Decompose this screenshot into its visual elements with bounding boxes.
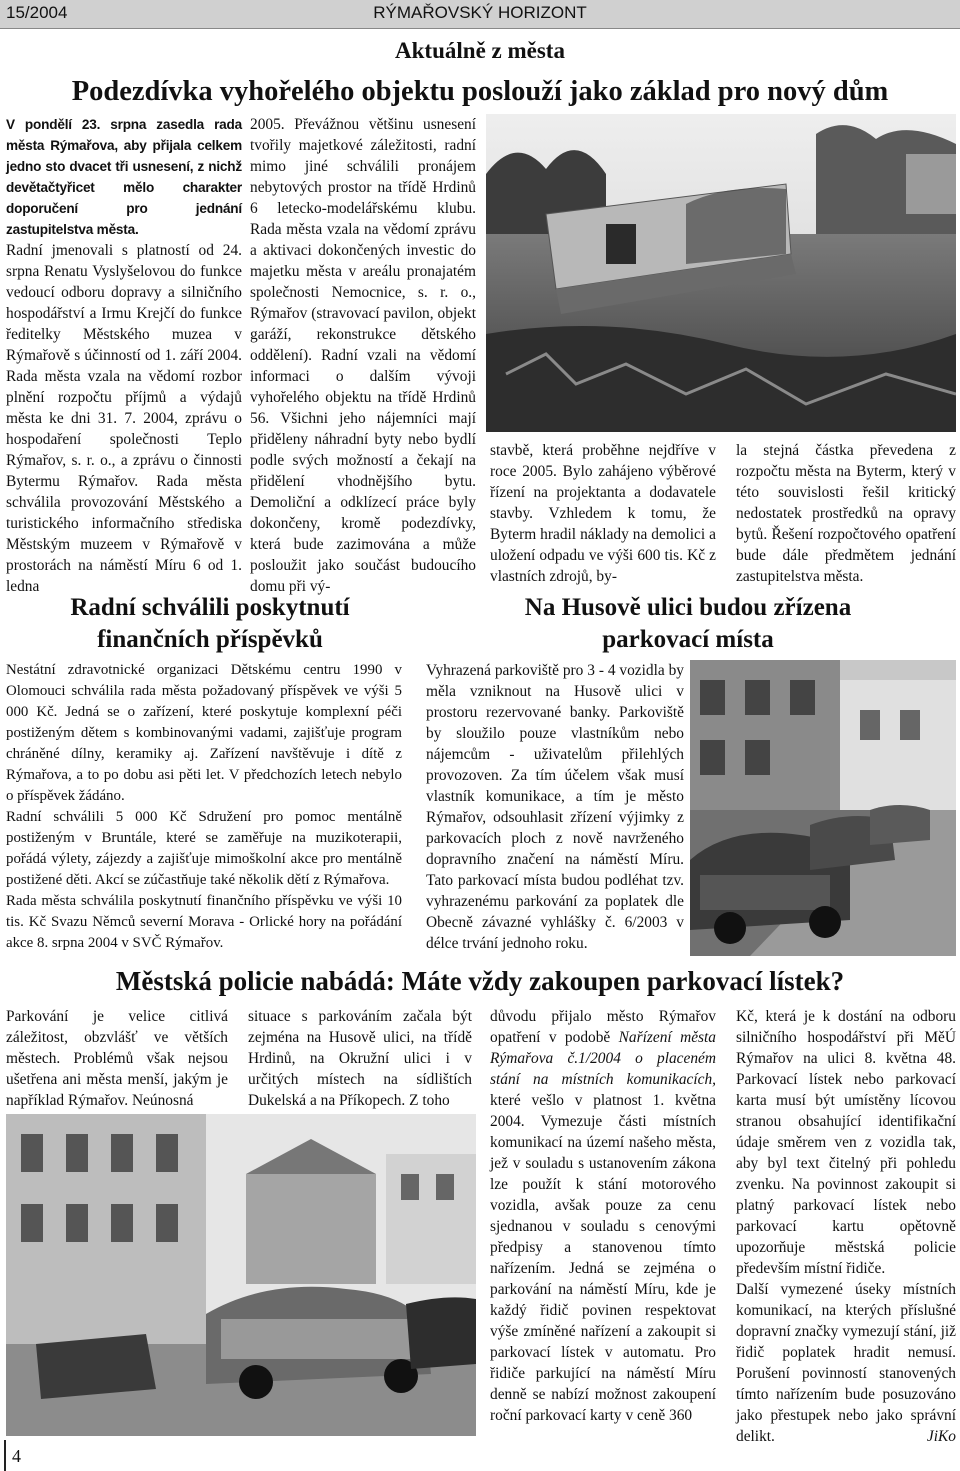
article2-headline-line2: finančních příspěvků xyxy=(97,626,323,653)
footer-rule xyxy=(4,1440,6,1471)
page-number: 4 xyxy=(12,1446,21,1466)
publication-title: RÝMAŘOVSKÝ HORIZONT xyxy=(373,3,587,22)
section-title: Aktuálně z města xyxy=(395,38,565,63)
article4-col3-text-b: které vešlo v platnost 1. května 2004. Vymezuje části místních komunikací na území našeho města, jež v souladu s ustanovením zákona lze použít k stání motorového vozidla, avšak pouze za cenu sjednanou v souladu s cenovými předpisy a stanovenou tímto nařízením. Jedná se zejména o parkování na náměstí Míru, kde je každý řidič povinen respektovat výše zmíněné nařízení a zakoupit si parkovací lístek v automatu. Pro řidiče parkující na náměstí Míru denně se nabízí možnost zakoupení roční parkovací karty v ceně 360 xyxy=(490,1092,716,1424)
article4-col4-text: Další vymezené úseky místních komunikací, na kterých příslušné dopravní značky vymezují stání, již řidič poplatek hradit nemusí. Porušení povinností stanovených tímto nařízením bude posuzováno jako přestupek nebo jako správní delikt. xyxy=(736,1281,956,1445)
article2-paragraph-3: Rada města schválila poskytnutí finančního příspěvku ve výši 10 tis. Kč Svazu Němců severní Morava - Orlické hory na pořádání akce 8. srpna 2004 v SVČ Rýmařov. xyxy=(6,893,402,951)
article4-column-1: Parkování je velice citlivá záležitost, obzvlášť ve větších městech. Problémů však nejsou ušetřena ani města menší, jakým je například Rýmařov. Neúnosná xyxy=(6,1008,228,1109)
article1-column-4: la stejná částka převedena z rozpočtu města na Byterm, který v této souvislosti řešil kritický nedostatek prostředků na opravy bytů. Řešení rozpočtového opatření bude dále předmětem jednání zastupitelstva města. xyxy=(736,442,956,585)
article1-col1-text: Radní jmenovali s platností od 24. srpna Renatu Vyslyšelovou do funkce vedoucí odboru dopravy a silničního hospodářství a Irmu Krejčí do funkce ředitelky Městského muzea v Rýmařově s účinností od 1. září 2004. Rada města vzala na vědomí rozbor plnění rozpočtu příjmů a výdajů města ke dni 31. 7. 2004, zprávu o hospodaření společnosti Teplo Rýmařov, s. r. o., a zprávu o činnosti Bytermu Rýmařov. Rada města schválila provozování Městského a turistického informačního střediska Městským muzeem v Rýmařově v prostorách na náměstí Míru 6 od 1. ledna xyxy=(6,242,242,595)
article4-col4-paragraph-2 xyxy=(736,1279,956,1447)
issue-number: 15/2004 xyxy=(6,3,68,22)
article1-column-3: stavbě, která proběhne nejdříve v roce 2005. Bylo zahájeno výběrové řízení na projektanta a dodavatele stavby. Vzhledem k tomu, že Byterm hradil náklady na demolici a uložení odpadu ve výši 600 tis. Kč z vlastních zdrojů, by- xyxy=(490,442,716,585)
running-header xyxy=(0,0,960,29)
article3-headline-line1: Na Husově ulici budou zřízena xyxy=(524,594,852,621)
article4-regulation-title: Nařízení města Rýmařova č.1/2004 o placeném stání na místních komunikacích, xyxy=(490,1029,716,1088)
article1-headline: Podezdívka vyhořelého objektu poslouží jako základ pro nový dům xyxy=(71,76,889,107)
article4-column-3 xyxy=(490,1006,716,1426)
article2-body xyxy=(6,660,402,954)
photo-burned-building xyxy=(486,114,956,432)
article4-column-2: situace s parkováním začala být zejména na Husově ulici, na třídě Hrdinů, na Okružní ulici i v určitých místech na sídlištích Dukelská a na Příkopech. Z toho xyxy=(248,1008,472,1109)
article1-column-2: 2005. Převážnou většinu usnesení tvořily majetkové záležitosti, radní mimo jiné schválili pronájem nebytových prostor na třídě Hrdinů 6 letecko-modelářskému klubu. Rada města vzala na vědomí zprávu a aktivaci dokončených investic do majetku města v areálu pronajatém společnosti Nemocnice, s. r. o., Rýmařov (stravovací pavilon, objekt garáží, rekonstrukce dětského oddělení). Radní vzali na vědomí informaci o dalším vývoji vyhořelého objektu na třídě Hrdinů 56. Všichni jeho nájemníci mají přiděleny náhradní byty nebo bydlí podle svých možností a čekají na přidělení vhodnějšího bytu. Demoliční a odklízecí práce byly dokončeny, kromě podezdívky, která bude zazimována a může posloužit jako součást budoucího domu při vý- xyxy=(250,116,476,595)
article4-headline: Městská policie nabádá: Máte vždy zakoupen parkovací lístek? xyxy=(115,966,845,996)
article4-col4-paragraph-1: Kč, která je k dostání na odboru silničního hospodářství při MěÚ Rýmařov na ulici 8. května 48. Parkovací lístek nebo parkovací karta musí být umístěny lícovou stranou obsahující identifikační údaje směrem ven z vozidla tak, aby byl text čitelný při pohledu zvenku. Na povinnost zakoupit si platný parkovací lístek nebo parkovací kartu opětovně upozorňuje městská policie především místní řidiče. xyxy=(736,1008,956,1277)
photo-town-square xyxy=(6,1114,476,1436)
article2-paragraph-2: Radní schválili 5 000 Kč Sdružení pro pomoc mentálně postiženým v Bruntále, které se zaměřuje na muzikoterapii, pořádá výlety, zájezdy a zajišťuje mimoškolní akce pro mentálně postižené děti. Akcí se zúčastňuje také několik dětí z Rýmařova. xyxy=(6,809,402,888)
article2-paragraph-1: Nestátní zdravotnické organizaci Dětskému centru 1990 v Olomouci schválila rada města požadovaný příspěvek ve výši 5 000 Kč. Jedná se o zařízení, které poskytuje komplexní péči postiženým dětem s kombinovanými vadami, zajišťuje program chráněné dílny, keramiky aj. Zařízení navštěvuje i dítě z Rýmařova, a to po dobu asi pěti let. V předchozích letech nebylo o příspěvek žádáno. xyxy=(6,662,402,804)
article4-column-4 xyxy=(736,1006,956,1447)
article2-headline xyxy=(6,592,414,656)
article4-col3-text-a: důvodu přijalo město Rýmařov opatření v podobě xyxy=(490,1008,716,1046)
article3-headline-line2: parkovací místa xyxy=(602,626,774,653)
article3-body: Vyhrazená parkoviště pro 3 - 4 vozidla by měla vzniknout na Husově ulici v prostoru rezervované banky. Parkoviště by sloužilo pouze vlastníkům nebo nájemcům - uživatelům přilehlých provozoven. Za tím účelem však musí vlastník komunikace, a tím je město Rýmařov, odsouhlasit zřízení výjimky z parkovacích ploch z nově navrženého dopravního značení na náměstí Míru. Tato parkovací místa budou podléhat tzv. vyhrazenému parkování za poplatek dle Obecně závazné vyhlášky č. 6/2003 v délce trvání jednoho roku. xyxy=(426,662,684,952)
author-signature: JiKo xyxy=(926,1428,956,1445)
article3-headline xyxy=(420,592,956,656)
article1-column-1 xyxy=(6,114,242,597)
article2-headline-line1: Radní schválili poskytnutí xyxy=(70,594,350,621)
photo-parked-cars xyxy=(690,660,956,956)
article1-lead: V pondělí 23. srpna zasedla rada města Rýmařova, aby přijala celkem jedno sto dvacet tři usnesení, z nichž devětačtyřicet mělo charakter doporučení pro jednání zastupitelstva města. xyxy=(6,117,242,237)
